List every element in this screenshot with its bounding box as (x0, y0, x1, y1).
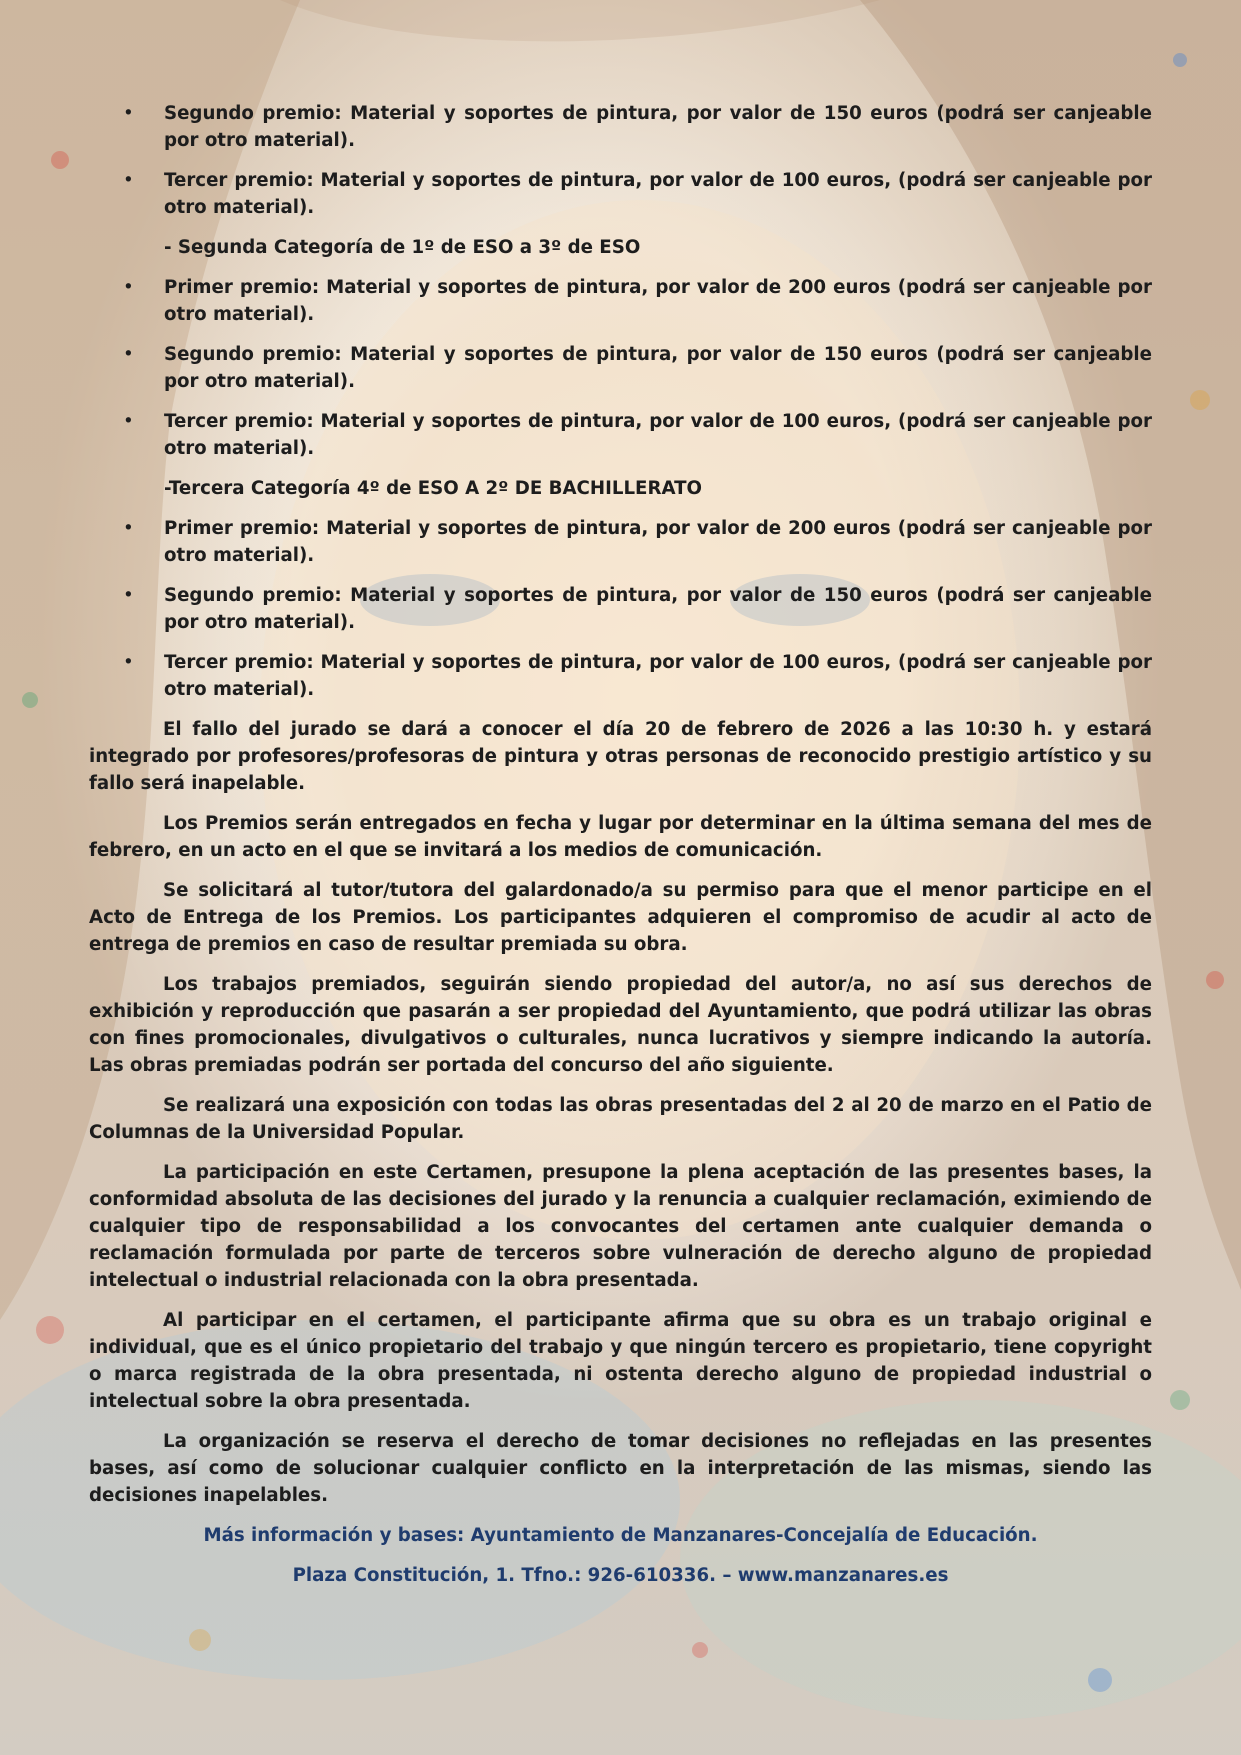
splatter (36, 1316, 64, 1344)
splatter (1088, 1668, 1112, 1692)
rules-paragraph: Los Premios serán entregados en fecha y lugar por determinar en la última semana del mes de febrero, en un acto en el que se invitará a los medios de comunicación. (89, 813, 1152, 861)
prize-text: Primer premio: Material y soportes de pintura, por valor de 200 euros (podrá ser canjeable por otro material). (164, 518, 1152, 566)
prize-text: Segundo premio: Material y soportes de pintura, por valor de 150 euros (podrá ser canjeable por otro material). (164, 103, 1152, 151)
bullet-icon: • (123, 170, 134, 191)
contact-line: Plaza Constitución, 1. Tfno.: 926-610336. – www.manzanares.es (292, 1565, 949, 1586)
prize-text: Primer premio: Material y soportes de pintura, por valor de 200 euros (podrá ser canjeable por otro material). (164, 277, 1152, 325)
rules-paragraph: Los trabajos premiados, seguirán siendo propiedad del autor/a, no así sus derechos de exhibición y reproducción que pasarán a ser propiedad del Ayuntamiento, que podrá utilizar las obras con fines promocionales, divulgativos o culturales, nunca lucrativos y siempre indicando la autoría. Las obras premiadas podrán ser portada del concurso del año siguiente. (89, 974, 1152, 1076)
prize-list-item (89, 408, 1152, 462)
more-info-line: Más información y bases: Ayuntamiento de Manzanares-Concejalía de Educación. (203, 1525, 1038, 1546)
bullet-icon: • (123, 652, 134, 673)
bullet-icon: • (123, 344, 134, 365)
bullet-icon: • (123, 518, 134, 539)
splatter (22, 692, 38, 708)
category-heading: - Segunda Categoría de 1º de ESO a 3º de ESO (164, 237, 641, 258)
category-heading: -Tercera Categoría 4º de ESO A 2º DE BACHILLERATO (164, 478, 702, 499)
bullet-icon: • (123, 585, 134, 606)
rules-paragraph: Al participar en el certamen, el participante afirma que su obra es un trabajo original e individual, que es el único propietario del trabajo y que ningún tercero es propietario, tiene copyright o marca registrada de la obra presentada, ni ostenta derecho alguno de propiedad industrial o intelectual sobre la obra presentada. (89, 1310, 1152, 1412)
splatter (1173, 53, 1187, 67)
splatter (692, 1642, 708, 1658)
prize-text: Segundo premio: Material y soportes de pintura, por valor de 150 euros (podrá ser canjeable por otro material). (164, 585, 1152, 633)
bullet-icon: • (123, 103, 134, 124)
splatter (51, 151, 69, 169)
splatter (1190, 390, 1210, 410)
prize-text: Segundo premio: Material y soportes de pintura, por valor de 150 euros (podrá ser canjeable por otro material). (164, 344, 1152, 392)
bullet-icon: • (123, 411, 134, 432)
rules-paragraph: El fallo del jurado se dará a conocer el día 20 de febrero de 2026 a las 10:30 h. y estará integrado por profesores/profesoras de pintura y otras personas de reconocido prestigio artístico y su fallo será inapelable. (89, 719, 1152, 794)
splatter (1206, 971, 1224, 989)
prize-list-item (89, 100, 1152, 154)
rules-paragraph: Se solicitará al tutor/tutora del galardonado/a su permiso para que el menor participe en el Acto de Entrega de los Premios. Los participantes adquieren el compromiso de acudir al acto de entrega de premios en caso de resultar premiada su obra. (89, 880, 1152, 955)
prize-list-item (89, 274, 1152, 328)
splatter (1170, 1390, 1190, 1410)
document-body (89, 100, 1152, 1602)
rules-paragraph: La organización se reserva el derecho de tomar decisiones no reflejadas en las presentes bases, así como de solucionar cualquier conflicto en la interpretación de las mismas, siendo las decisiones inapelables. (89, 1431, 1152, 1506)
hair-top (280, 0, 880, 41)
prize-list-item (89, 582, 1152, 636)
prize-list-item (89, 341, 1152, 395)
prize-text: Tercer premio: Material y soportes de pintura, por valor de 100 euros, (podrá ser canjeable por otro material). (164, 170, 1152, 218)
rules-paragraph: Se realizará una exposición con todas las obras presentadas del 2 al 20 de marzo en el Patio de Columnas de la Universidad Popular. (89, 1095, 1152, 1143)
splatter (189, 1629, 211, 1651)
prize-list-item (89, 515, 1152, 569)
prize-list-item (89, 167, 1152, 221)
prize-list-item (89, 649, 1152, 703)
prize-text: Tercer premio: Material y soportes de pintura, por valor de 100 euros, (podrá ser canjeable por otro material). (164, 411, 1152, 459)
rules-paragraph: La participación en este Certamen, presupone la plena aceptación de las presentes bases, la conformidad absoluta de las decisiones del jurado y la renuncia a cualquier reclamación, eximiendo de cualquier tipo de responsabilidad a los convocantes del certamen ante cualquier demanda o reclamación formulada por parte de terceros sobre vulneración de derecho alguno de propiedad intelectual o industrial relacionada con la obra presentada. (89, 1162, 1152, 1291)
prize-text: Tercer premio: Material y soportes de pintura, por valor de 100 euros, (podrá ser canjeable por otro material). (164, 652, 1152, 700)
bullet-icon: • (123, 277, 134, 298)
